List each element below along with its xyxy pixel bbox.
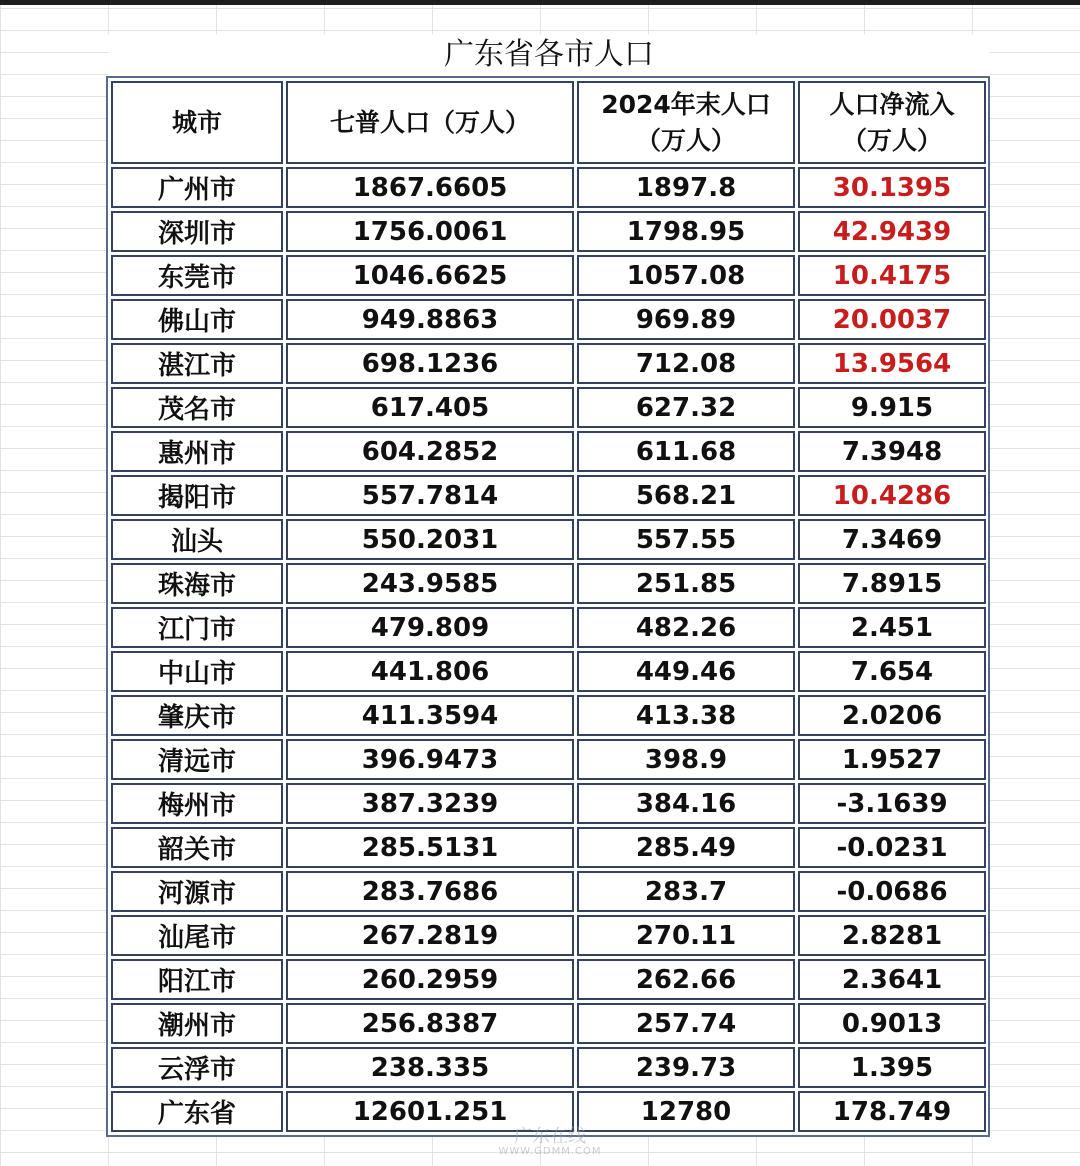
cell-net-inflow: 1.395 [798,1047,986,1088]
cell-census-population: 550.2031 [286,519,574,560]
header-row [111,81,986,164]
cell-city: 揭阳市 [111,475,283,516]
cell-2024-population: 1798.95 [577,211,795,252]
cell-city: 河源市 [111,871,283,912]
cell-net-inflow: 7.3948 [798,431,986,472]
cell-net-inflow: 7.8915 [798,563,986,604]
cell-city: 江门市 [111,607,283,648]
cell-city: 广东省 [111,1091,283,1132]
cell-census-population: 12601.251 [286,1091,574,1132]
cell-census-population: 617.405 [286,387,574,428]
cell-city: 梅州市 [111,783,283,824]
cell-2024-population: 449.46 [577,651,795,692]
cell-net-inflow: 9.915 [798,387,986,428]
cell-net-inflow: -3.1639 [798,783,986,824]
cell-2024-population: 270.11 [577,915,795,956]
table-row [111,783,986,824]
cell-city: 阳江市 [111,959,283,1000]
cell-net-inflow: 42.9439 [798,211,986,252]
cell-census-population: 387.3239 [286,783,574,824]
cell-city: 茂名市 [111,387,283,428]
cell-city: 东莞市 [111,255,283,296]
table-row [111,695,986,736]
cell-census-population: 949.8863 [286,299,574,340]
table-row [111,915,986,956]
cell-city: 佛山市 [111,299,283,340]
cell-net-inflow: 10.4286 [798,475,986,516]
table-row [111,299,986,340]
cell-city: 湛江市 [111,343,283,384]
cell-census-population: 1046.6625 [286,255,574,296]
cell-census-population: 238.335 [286,1047,574,1088]
table-row [111,1003,986,1044]
cell-2024-population: 283.7 [577,871,795,912]
table-row [111,959,986,1000]
cell-city: 中山市 [111,651,283,692]
cell-2024-population: 627.32 [577,387,795,428]
cell-net-inflow: 2.451 [798,607,986,648]
cell-city: 潮州市 [111,1003,283,1044]
cell-2024-population: 285.49 [577,827,795,868]
cell-net-inflow: 2.0206 [798,695,986,736]
cell-census-population: 267.2819 [286,915,574,956]
table-row [111,651,986,692]
cell-net-inflow: 2.3641 [798,959,986,1000]
cell-census-population: 283.7686 [286,871,574,912]
header-net-inflow [798,81,986,164]
cell-census-population: 1867.6605 [286,167,574,208]
cell-city: 汕头 [111,519,283,560]
cell-city: 广州市 [111,167,283,208]
table-row [111,431,986,472]
cell-net-inflow: 10.4175 [798,255,986,296]
table-row [111,167,986,208]
cell-net-inflow: -0.0231 [798,827,986,868]
cell-census-population: 411.3594 [286,695,574,736]
cell-2024-population: 568.21 [577,475,795,516]
header-pop2024-line1: 2024年末人口 [601,89,771,119]
table-row [111,519,986,560]
cell-census-population: 285.5131 [286,827,574,868]
header-city: 城市 [111,81,283,164]
cell-net-inflow: 7.3469 [798,519,986,560]
table-row [111,475,986,516]
table-row [111,1047,986,1088]
header-census: 七普人口（万人） [286,81,574,164]
cell-2024-population: 12780 [577,1091,795,1132]
header-net-line1: 人口净流入 [829,89,955,119]
watermark [440,1128,660,1162]
cell-city: 韶关市 [111,827,283,868]
watermark-text: 广东在线 [514,1126,586,1147]
top-edge-bar [0,0,1080,5]
cell-net-inflow: 20.0037 [798,299,986,340]
cell-census-population: 396.9473 [286,739,574,780]
cell-city: 珠海市 [111,563,283,604]
cell-census-population: 243.9585 [286,563,574,604]
cell-city: 云浮市 [111,1047,283,1088]
cell-net-inflow: 1.9527 [798,739,986,780]
table-row [111,871,986,912]
header-pop2024 [577,81,795,164]
header-pop2024-line2: （万人） [635,125,736,155]
cell-census-population: 479.809 [286,607,574,648]
cell-census-population: 260.2959 [286,959,574,1000]
cell-net-inflow: 13.9564 [798,343,986,384]
cell-city: 惠州市 [111,431,283,472]
cell-2024-population: 251.85 [577,563,795,604]
table-row [111,739,986,780]
table-row [111,387,986,428]
cell-2024-population: 969.89 [577,299,795,340]
cell-2024-population: 239.73 [577,1047,795,1088]
cell-2024-population: 262.66 [577,959,795,1000]
cell-city: 汕尾市 [111,915,283,956]
table-row [111,607,986,648]
cell-2024-population: 611.68 [577,431,795,472]
cell-city: 肇庆市 [111,695,283,736]
table-row [111,343,986,384]
population-table [108,78,989,1135]
cell-census-population: 256.8387 [286,1003,574,1044]
cell-city: 清远市 [111,739,283,780]
cell-census-population: 1756.0061 [286,211,574,252]
cell-census-population: 698.1236 [286,343,574,384]
header-net-line2: （万人） [841,125,942,155]
cell-net-inflow: -0.0686 [798,871,986,912]
cell-city: 深圳市 [111,211,283,252]
cell-2024-population: 257.74 [577,1003,795,1044]
cell-census-population: 557.7814 [286,475,574,516]
cell-2024-population: 1897.8 [577,167,795,208]
cell-net-inflow: 178.749 [798,1091,986,1132]
cell-2024-population: 413.38 [577,695,795,736]
cell-net-inflow: 7.654 [798,651,986,692]
cell-net-inflow: 2.8281 [798,915,986,956]
cell-census-population: 604.2852 [286,431,574,472]
table-row [111,827,986,868]
cell-2024-population: 1057.08 [577,255,795,296]
cell-net-inflow: 0.9013 [798,1003,986,1044]
cell-net-inflow: 30.1395 [798,167,986,208]
cell-2024-population: 398.9 [577,739,795,780]
watermark-url: WWW.GDMM.COM [498,1146,602,1157]
table-title: 广东省各市人口 [108,34,990,76]
cell-2024-population: 482.26 [577,607,795,648]
table-row [111,255,986,296]
table-row [111,563,986,604]
cell-2024-population: 384.16 [577,783,795,824]
cell-2024-population: 557.55 [577,519,795,560]
cell-census-population: 441.806 [286,651,574,692]
population-table-frame [106,76,990,1137]
cell-2024-population: 712.08 [577,343,795,384]
table-row [111,211,986,252]
